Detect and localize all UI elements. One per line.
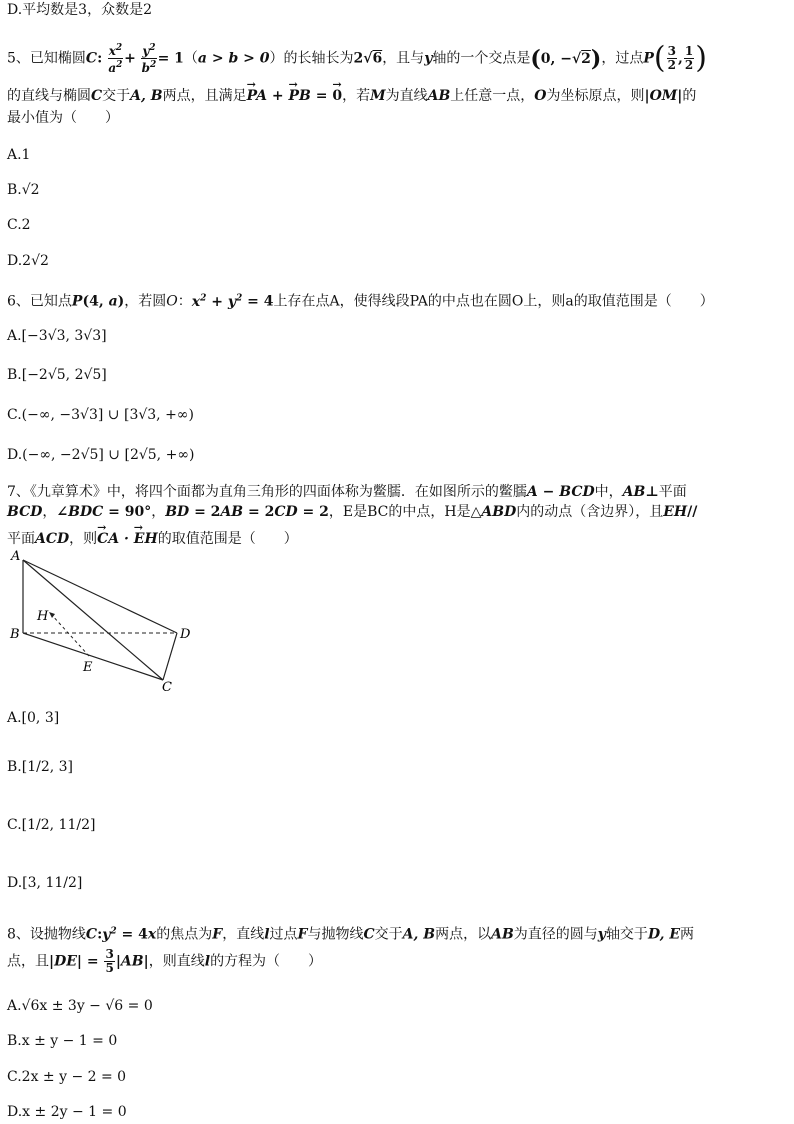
q8-option-b: B.x ± y − 1 = 0 [7,1033,118,1049]
q7-stem-line3: 平面ACD，则→ CA · → EH的取值范围是（ ） [7,529,298,549]
label-b: B [10,627,20,642]
q6-stem: 6、已知点P(4, a)，若圆O：$x^2 + y^2 = 4$上存在点A，使得线段PA的中点也在圆O上，则a的取值范围是（ ） [7,293,714,310]
label-e: E [83,660,93,675]
q6-option-b: B.[−2√5, 2√5] [7,367,107,383]
q8-option-d: D.x ± 2y − 1 = 0 [7,1104,127,1120]
q6-option-d: D.(−∞, −2√5] ∪ [2√5, +∞) [7,447,195,463]
label-a: A [11,549,21,564]
q8-option-a: A.√6x ± 3y − √6 = 0 [7,998,153,1014]
q7-stem-line1: 7、《九章算术》中，将四个面都为直角三角形的四面体称为鳖臑．在如图所示的鳖臑A − BCD中，AB⊥平面 [7,484,687,500]
q7-option-d: D.[3, 11/2] [7,875,83,891]
q6-option-a: A.[−3√3, 3√3] [7,328,107,344]
q7-option-b: B.[1/2, 3] [7,759,74,775]
q7-option-c: C.[1/2, 11/2] [7,817,96,833]
q7-tetrahedron-figure [5,548,200,694]
label-d: D [180,627,191,642]
q5-stem-line1: 5、已知椭圆C: $\frac{x^2}{a^2}$ + $\frac{y^2}{b^2}$ = 1（a > b > 0）的长轴长为2√6，且与y轴的一个交点是(0, −√2)，过点P( $\frac{3}{2}$ , $\frac{1}{2}$ ) [7,40,707,76]
q5-option-b: B.√2 [7,182,40,198]
label-h: H [37,609,49,624]
q5-option-d: D.2√2 [7,253,49,269]
q5-option-a: A.1 [7,147,31,163]
label-c: C [162,680,172,694]
q6-option-c: C.(−∞, −3√3] ∪ [3√3, +∞) [7,407,194,423]
q7-option-a: A.[0, 3] [7,710,60,726]
q5-stem-line3: 最小值为（ ） [7,110,119,126]
q5-option-c: C.2 [7,217,31,233]
q4-option-d: D.平均数是3，众数是2 [7,2,152,18]
edge-bc [23,633,163,680]
q7-stem-line2: BCD，∠BDC = 90°，BD = 2AB = 2CD = 2，E是BC的中点，H是△ABD内的动点（含边界），且EH// [7,504,698,520]
q8-option-c: C.2x ± y − 2 = 0 [7,1069,127,1085]
h-point-marker [49,612,55,618]
segment-eh [51,614,89,656]
q5-stem-line2: 的直线与椭圆C交于A, B两点，且满足→ PA + → PB = → 0，若M为直线AB上任意一点，O为坐标原点，则|OM|的 [7,86,696,106]
edge-dc [163,633,177,680]
q8-stem-line2: 点，且|DE| = $\frac{3}{5}$ |AB|，则直线l的方程为（ ） [7,947,323,975]
q8-stem-line1: 8、设抛物线$C:y^2 = 4x$的焦点为F，直线l过点F与抛物线C交于A, B两点，以AB为直径的圆与y轴交于D, E两 [7,926,694,943]
